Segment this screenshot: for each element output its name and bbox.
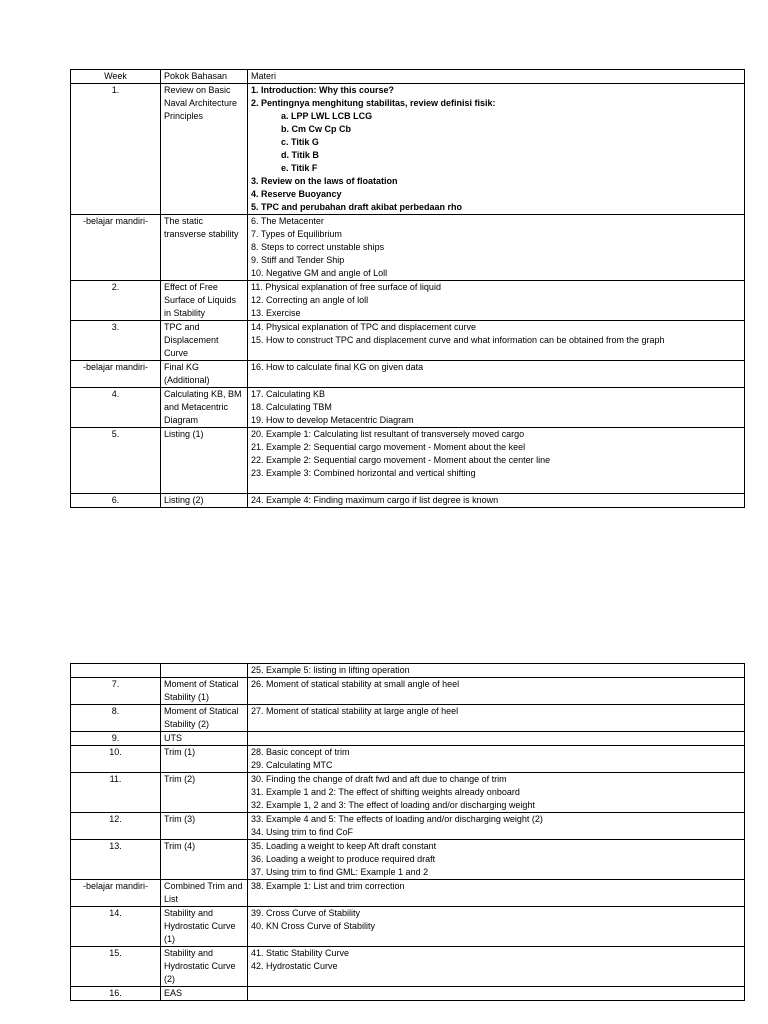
materi-cell [248,388,745,428]
week-cell: 9. [71,732,161,746]
table-row [71,678,745,705]
materi-item: 32. Example 1, 2 and 3: The effect of loading and/or discharging weight [251,800,535,810]
schedule-table-page-2 [70,663,745,1001]
week-cell: 7. [71,678,161,705]
week-cell [71,664,161,678]
table-row [71,388,745,428]
week-cell: 6. [71,494,161,508]
table-row [71,321,745,361]
materi-item: 15. How to construct TPC and displacement curve and what information can be obtained from the graph [251,335,665,345]
table-row [71,987,745,1001]
materi-item: 1. Introduction: Why this course? [251,85,395,95]
materi-item: 9. Stiff and Tender Ship [251,255,345,265]
week-cell: 15. [71,947,161,987]
materi-item: 12. Correcting an angle of loll [251,295,369,305]
week-cell: 12. [71,813,161,840]
materi-item: 3. Review on the laws of floatation [251,176,398,186]
topic-cell: Stability and Hydrostatic Curve (1) [161,907,248,947]
week-cell: -belajar mandiri- [71,880,161,907]
materi-item: 40. KN Cross Curve of Stability [251,921,376,931]
table-row [71,664,745,678]
materi-cell [248,773,745,813]
materi-item: 19. How to develop Metacentric Diagram [251,415,414,425]
materi-item: 13. Exercise [251,308,301,318]
week-cell: 8. [71,705,161,732]
table-row [71,281,745,321]
table-row [71,947,745,987]
topic-cell: Final KG (Additional) [161,361,248,388]
week-cell: 10. [71,746,161,773]
materi-item: b. Cm Cw Cp Cb [281,124,351,134]
topic-cell: UTS [161,732,248,746]
materi-cell [248,321,745,361]
table-row [71,746,745,773]
materi-cell [248,84,745,215]
materi-item: 27. Moment of statical stability at large angle of heel [251,706,459,716]
table-row [71,215,745,281]
table-row [71,705,745,732]
materi-item: 2. Pentingnya menghitung stabilitas, review definisi fisik: [251,98,496,108]
topic-cell: Effect of Free Surface of Liquids in Stability [161,281,248,321]
materi-item: 42. Hydrostatic Curve [251,961,338,971]
topic-cell: Moment of Statical Stability (1) [161,678,248,705]
materi-item: 37. Using trim to find GML: Example 1 and 2 [251,867,429,877]
materi-item: 22. Example 2: Sequential cargo movement - Moment about the center line [251,455,551,465]
topic-cell: Review on Basic Naval Architecture Principles [161,84,248,215]
materi-item: 4. Reserve Buoyancy [251,189,342,199]
table-row [71,361,745,388]
topic-cell [161,664,248,678]
materi-item: 10. Negative GM and angle of Loll [251,268,388,278]
topic-cell: Stability and Hydrostatic Curve (2) [161,947,248,987]
materi-item: 20. Example 1: Calculating list resultant of transversely moved cargo [251,429,525,439]
header-materi: Materi [248,70,745,84]
materi-item: d. Titik B [281,150,319,160]
materi-item: 16. How to calculate final KG on given data [251,362,424,372]
materi-item: 21. Example 2: Sequential cargo movement - Moment about the keel [251,442,526,452]
materi-item: 7. Types of Equilibrium [251,229,342,239]
table-row [71,840,745,880]
table-row [71,813,745,840]
materi-item: 34. Using trim to find CoF [251,827,354,837]
materi-item: 25. Example 5: listing in lifting operation [251,665,410,675]
week-cell: 3. [71,321,161,361]
table-row [71,880,745,907]
week-cell: 4. [71,388,161,428]
materi-cell [248,215,745,281]
week-cell: 14. [71,907,161,947]
materi-cell [248,813,745,840]
materi-cell [248,947,745,987]
materi-cell [248,880,745,907]
materi-cell [248,907,745,947]
schedule-table-page-1 [70,69,745,508]
topic-cell: The static transverse stability [161,215,248,281]
materi-item: 18. Calculating TBM [251,402,332,412]
week-cell: 13. [71,840,161,880]
materi-item: 17. Calculating KB [251,389,326,399]
week-cell: 11. [71,773,161,813]
materi-cell [248,664,745,678]
materi-item: 29. Calculating MTC [251,760,333,770]
materi-cell [248,987,745,1001]
topic-cell: Trim (2) [161,773,248,813]
materi-item: 5. TPC and perubahan draft akibat perbedaan rho [251,202,463,212]
materi-item: 30. Finding the change of draft fwd and aft due to change of trim [251,774,507,784]
topic-cell: TPC and Displacement Curve [161,321,248,361]
table-row [71,428,745,494]
materi-cell [248,428,745,494]
materi-cell [248,281,745,321]
table-row [71,732,745,746]
table-row [71,494,745,508]
materi-item: 28. Basic concept of trim [251,747,350,757]
header-pokok-bahasan: Pokok Bahasan [161,70,248,84]
materi-item: 26. Moment of statical stability at small angle of heel [251,679,460,689]
materi-item: 39. Cross Curve of Stability [251,908,361,918]
materi-item: 38. Example 1: List and trim correction [251,881,405,891]
topic-cell: Listing (2) [161,494,248,508]
week-cell: 2. [71,281,161,321]
topic-cell: EAS [161,987,248,1001]
materi-item: 41. Static Stability Curve [251,948,350,958]
materi-cell [248,494,745,508]
topic-cell: Listing (1) [161,428,248,494]
topic-cell: Trim (3) [161,813,248,840]
week-cell: 1. [71,84,161,215]
topic-cell: Trim (1) [161,746,248,773]
materi-item: 33. Example 4 and 5: The effects of loading and/or discharging weight (2) [251,814,543,824]
materi-item: 11. Physical explanation of free surface of liquid [251,282,441,292]
week-cell: 16. [71,987,161,1001]
materi-item: 23. Example 3: Combined horizontal and vertical shifting [251,468,476,478]
week-cell: 5. [71,428,161,494]
topic-cell: Moment of Statical Stability (2) [161,705,248,732]
materi-cell [248,840,745,880]
materi-cell [248,746,745,773]
materi-cell [248,705,745,732]
materi-item: 24. Example 4: Finding maximum cargo if list degree is known [251,495,499,505]
materi-cell [248,732,745,746]
topic-cell: Calculating KB, BM and Metacentric Diagram [161,388,248,428]
topic-cell: Combined Trim and List [161,880,248,907]
materi-cell [248,678,745,705]
materi-item: 35. Loading a weight to keep Aft draft constant [251,841,437,851]
materi-item: 14. Physical explanation of TPC and displacement curve [251,322,476,332]
table-row [71,84,745,215]
materi-cell [248,361,745,388]
topic-cell: Trim (4) [161,840,248,880]
materi-item: a. LPP LWL LCB LCG [281,111,373,121]
materi-item: e. Titik F [281,163,318,173]
materi-item: 31. Example 1 and 2: The effect of shifting weights already onboard [251,787,520,797]
materi-item: c. Titik G [281,137,319,147]
materi-item: 36. Loading a weight to produce required draft [251,854,436,864]
materi-item: 8. Steps to correct unstable ships [251,242,385,252]
week-cell: -belajar mandiri- [71,215,161,281]
table-row [71,907,745,947]
materi-item: 6. The Metacenter [251,216,324,226]
week-cell: -belajar mandiri- [71,361,161,388]
table-row [71,773,745,813]
header-week: Week [71,70,161,84]
header-row [71,70,745,84]
